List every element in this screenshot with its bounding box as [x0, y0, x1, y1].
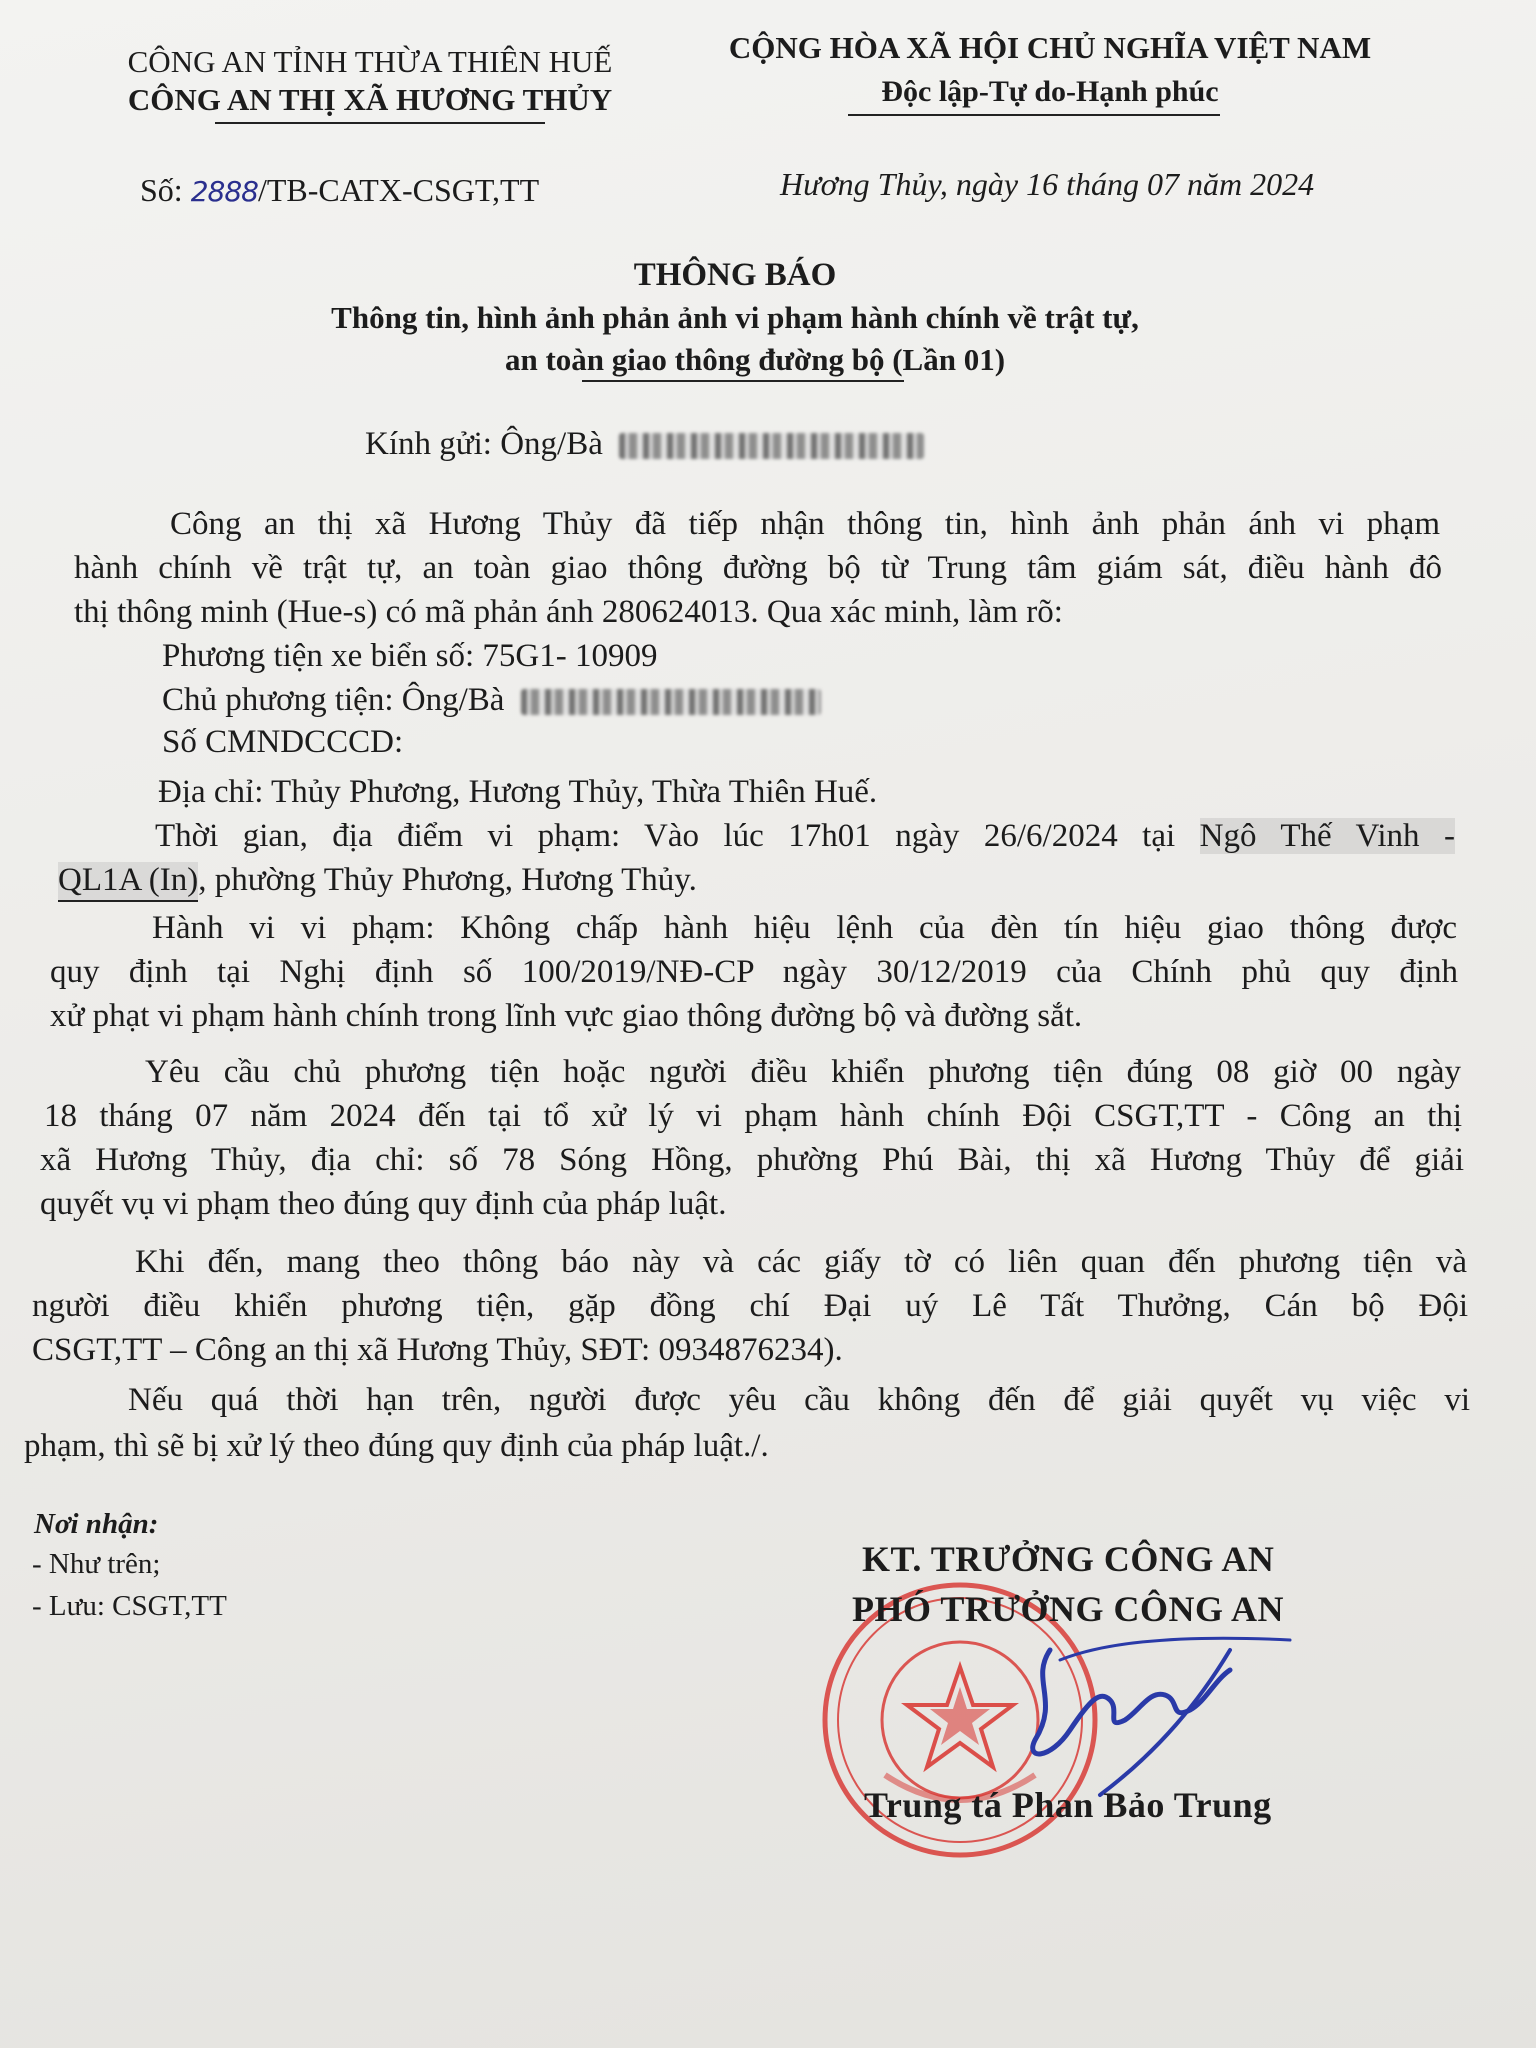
recipients-item-1: - Như trên;	[32, 1548, 161, 1580]
paragraph-intro-line1: Công an thị xã Hương Thủy đã tiếp nhận thông tin, hình ảnh phản ánh vi phạm	[170, 506, 1440, 542]
violation-act-line1: Hành vi vi phạm: Không chấp hành hiệu lệnh của đèn tín hiệu giao thông được	[152, 910, 1457, 946]
vehicle-owner-label: Chủ phương tiện: Ông/Bà	[162, 682, 505, 718]
signature-title-1: KT. TRƯỞNG CÔNG AN	[862, 1539, 1275, 1579]
agency-parent: CÔNG AN TỈNH THỪA THIÊN HUẾ	[127, 44, 613, 79]
document-number	[140, 172, 539, 209]
violation-time-line2	[58, 858, 697, 902]
recipient-line	[365, 422, 924, 466]
agency-name: CÔNG AN THỊ XÃ HƯƠNG THỦY	[127, 82, 613, 117]
request-line3: xã Hương Thủy, địa chỉ: số 78 Sóng Hồng, phường Phú Bài, thị xã Hương Thủy để giải	[40, 1142, 1464, 1178]
document-title: THÔNG BÁO	[633, 257, 837, 293]
handwritten-signature-icon	[990, 1610, 1310, 1810]
document-subtitle-1: Thông tin, hình ảnh phản ảnh vi phạm hành chính về trật tự,	[331, 300, 1139, 335]
redacted-owner-name	[521, 689, 821, 715]
deadline-line1: Nếu quá thời hạn trên, người được yêu cầu không đến để giải quyết vụ việc vi	[128, 1382, 1470, 1418]
request-line4: quyết vụ vi phạm theo đúng quy định của pháp luật.	[40, 1186, 727, 1222]
bring-docs-line1: Khi đến, mang theo thông báo này và các giấy tờ có liên quan đến phương tiện và	[135, 1244, 1467, 1280]
violation-time-text: Thời gian, địa điểm vi phạm: Vào lúc 17h01 ngày 26/6/2024 tại	[155, 818, 1200, 854]
redacted-recipient-name	[619, 433, 924, 459]
violation-location-highlight: Ngô Thế Vinh -	[1199, 818, 1455, 854]
agency-underline	[215, 122, 545, 124]
violation-act-line2: quy định tại Nghị định số 100/2019/NĐ-CP ngày 30/12/2019 của Chính phủ quy định	[50, 954, 1458, 990]
bring-docs-line2: người điều khiển phương tiện, gặp đồng chí Đại uý Lê Tất Thưởng, Cán bộ Đội	[32, 1288, 1468, 1324]
motto-underline	[848, 114, 1220, 116]
recipients-title: Nơi nhận:	[34, 1508, 159, 1540]
id-number: Số CMNDCCCD:	[162, 724, 404, 760]
request-line1: Yêu cầu chủ phương tiện hoặc người điều khiển phương tiện đúng 08 giờ 00 ngày	[145, 1054, 1461, 1090]
signature-title-2: PHÓ TRƯỞNG CÔNG AN	[852, 1589, 1285, 1629]
violation-act-line3: xử phạt vi phạm hành chính trong lĩnh vực giao thông đường bộ và đường sắt.	[50, 998, 1083, 1034]
national-motto: Độc lập-Tự do-Hạnh phúc	[881, 75, 1219, 108]
violation-ward: , phường Thủy Phương, Hương Thủy.	[198, 862, 697, 898]
place-date: Hương Thủy, ngày 16 tháng 07 năm 2024	[780, 166, 1315, 202]
deadline-line2: phạm, thì sẽ bị xử lý theo đúng quy định của pháp luật./.	[24, 1428, 769, 1464]
national-title: CỘNG HÒA XÃ HỘI CHỦ NGHĨA VIỆT NAM	[728, 30, 1372, 65]
vehicle-plate: Phương tiện xe biển số: 75G1- 10909	[162, 638, 658, 674]
bring-docs-line3: CSGT,TT – Công an thị xã Hương Thủy, SĐT: 0934876234).	[32, 1332, 843, 1368]
document-subtitle-2: an toàn giao thông đường bộ (Lần 01)	[504, 342, 1006, 377]
recipients-item-2: - Lưu: CSGT,TT	[32, 1590, 227, 1622]
handwritten-number: 2888	[190, 175, 258, 208]
owner-address: Địa chỉ: Thủy Phương, Hương Thủy, Thừa Thiên Huế.	[158, 774, 878, 810]
vehicle-owner	[162, 678, 821, 722]
violation-road-highlight: QL1A (In)	[58, 862, 198, 902]
signer-name: Trung tá Phan Bảo Trung	[864, 1785, 1272, 1825]
paragraph-intro-line2: hành chính về trật tự, an toàn giao thông đường bộ từ Trung tâm giám sát, điều hành đô	[74, 550, 1442, 586]
document-number-suffix: /TB-CATX-CSGT,TT	[257, 172, 540, 208]
request-line2: 18 tháng 07 năm 2024 đến tại tổ xử lý vi phạm hành chính Đội CSGT,TT - Công an thị	[44, 1098, 1462, 1134]
violation-time-line1	[155, 814, 1455, 858]
recipient-label: Kính gửi: Ông/Bà	[365, 426, 603, 462]
paragraph-intro-line3: thị thông minh (Hue-s) có mã phản ánh 280624013. Qua xác minh, làm rõ:	[74, 594, 1063, 630]
subtitle-underline	[582, 380, 904, 382]
document-number-label: Số:	[140, 172, 183, 208]
